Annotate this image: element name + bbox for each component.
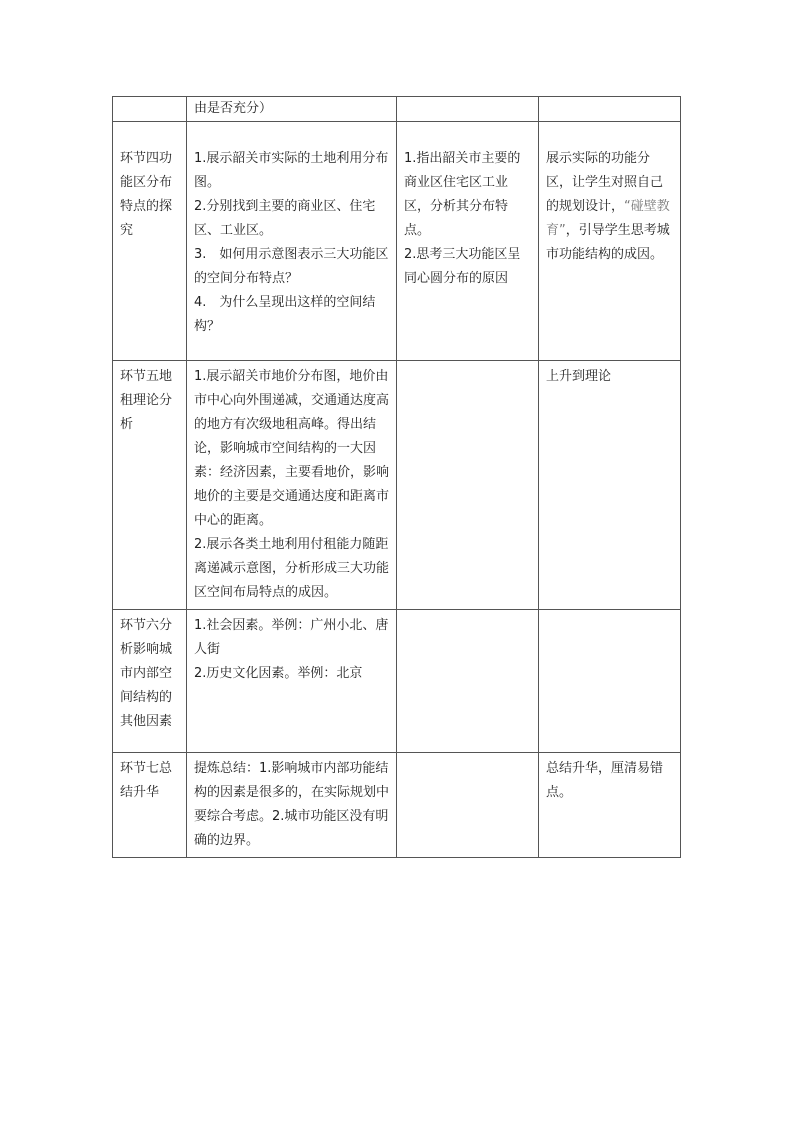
table-row	[113, 97, 681, 122]
teacher-activity-cell	[187, 361, 397, 610]
stage-label: 环节五地租理论分析	[120, 369, 173, 432]
cell-text: 2.历史文化因素。举例：北京	[194, 666, 363, 681]
table-row	[113, 753, 681, 858]
cell-text	[546, 147, 674, 267]
design-intent-cell	[539, 361, 681, 610]
student-activity-cell	[397, 97, 539, 122]
teacher-activity-cell	[187, 753, 397, 858]
teacher-activity-cell	[187, 97, 397, 122]
student-activity-cell	[397, 122, 539, 361]
cell-text: 1.指出韶关市主要的商业区住宅区工业区，分析其分布特点。	[404, 151, 521, 238]
design-intent-cell	[539, 610, 681, 753]
cell-text: 总结升华，厘清易错点。	[546, 761, 664, 800]
design-intent-cell	[539, 97, 681, 122]
cell-text: 2.展示各类土地利用付租能力随距离递减示意图，分析形成三大功能区空间布局特点的成因。	[194, 537, 390, 600]
intent-quote: “碰壁教育”	[546, 199, 670, 238]
lesson-plan-table	[112, 96, 681, 858]
stage-cell	[113, 753, 187, 858]
stage-label: 环节七总结升华	[120, 761, 173, 800]
cell-text: 1.展示韶关市地价分布图，地价由市中心向外围递减，交通通达度高的地方有次级地租高峰。得出结论，影响城市空间结构的一大因素：经济因素，主要看地价，影响地价的主要是交通通达度和距离市中心的距离。	[194, 369, 390, 528]
student-activity-cell	[397, 361, 539, 610]
table-row	[113, 361, 681, 610]
student-activity-cell	[397, 753, 539, 858]
stage-label: 环节六分析影响城市内部空间结构的其他因素	[120, 618, 173, 729]
cell-text: 2.思考三大功能区呈同心圆分布的原因	[404, 247, 521, 286]
intent-text: 展示实际的功能分区，让学生对照自己的规划设计，	[546, 151, 664, 214]
cell-text: 4. 为什么呈现出这样的空间结构？	[194, 295, 376, 334]
intent-text: ，引导学生思考城市功能结构的成因。	[546, 223, 670, 262]
cell-text: 提炼总结：1.影响城市内部功能结构的因素是很多的，在实际规划中要综合考虑。2.城市功能区没有明确的边界。	[194, 761, 390, 848]
cell-text: 2.分别找到主要的商业区、住宅区、工业区。	[194, 199, 376, 238]
cell-text: 由是否充分）	[194, 101, 273, 116]
stage-cell	[113, 122, 187, 361]
table-row	[113, 610, 681, 753]
stage-label: 环节四功能区分布特点的探究	[120, 151, 173, 238]
student-activity-cell	[397, 610, 539, 753]
cell-text: 1.展示韶关市实际的土地利用分布图。	[194, 151, 389, 190]
cell-text: 3. 如何用示意图表示三大功能区的空间分布特点？	[194, 247, 389, 286]
teacher-activity-cell	[187, 122, 397, 361]
design-intent-cell	[539, 122, 681, 361]
stage-cell	[113, 361, 187, 610]
cell-text: 上升到理论	[546, 369, 612, 384]
teacher-activity-cell	[187, 610, 397, 753]
cell-text: 1.社会因素。举例：广州小北、唐人街	[194, 618, 389, 657]
stage-cell	[113, 610, 187, 753]
design-intent-cell	[539, 753, 681, 858]
stage-cell	[113, 97, 187, 122]
table-row	[113, 122, 681, 361]
